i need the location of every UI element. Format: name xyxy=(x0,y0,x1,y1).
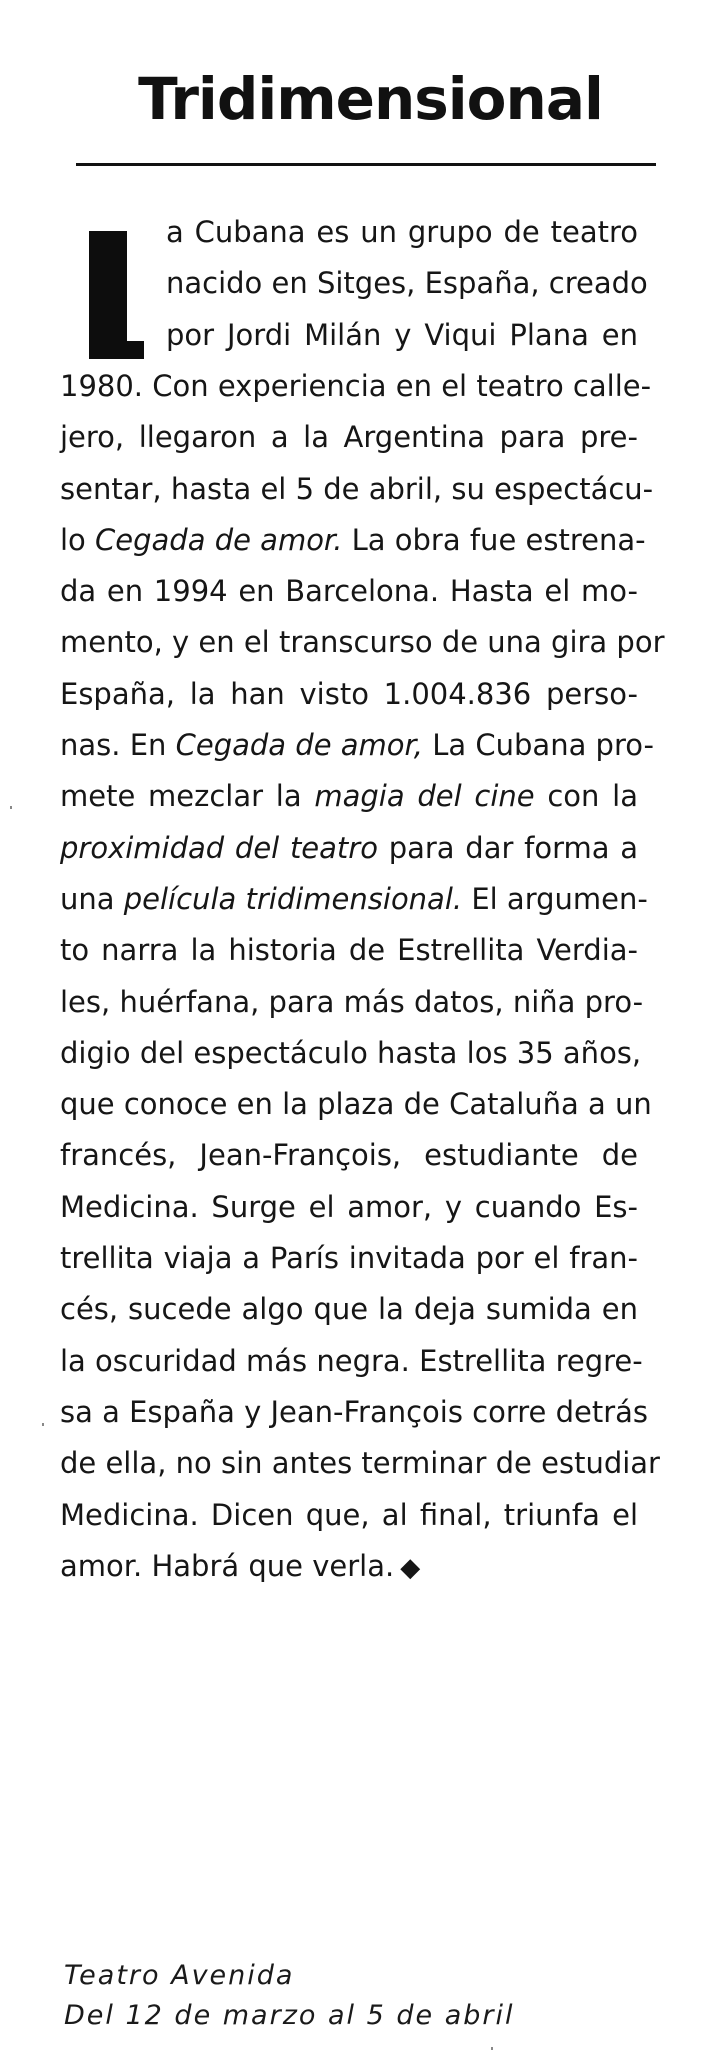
scan-speck xyxy=(10,806,12,809)
line-text: les, huérfana, para más datos, niña pro- xyxy=(60,985,644,1019)
emphasis-text: película tridimensional. xyxy=(123,882,463,916)
line-text: mete mezclar la xyxy=(60,779,315,813)
article-line xyxy=(60,1392,649,1432)
line-text: da en 1994 en Barcelona. Hasta el mo- xyxy=(60,574,638,608)
article-line xyxy=(60,1495,638,1535)
article-line xyxy=(60,982,644,1022)
scan-speck xyxy=(491,2047,493,2050)
line-text: sa a España y Jean-François corre detrás xyxy=(60,1395,649,1429)
line-text: nacido en Sitges, España, creado xyxy=(166,266,648,300)
line-text: una xyxy=(60,882,124,916)
emphasis-text: Cegada de amor. xyxy=(95,523,343,557)
article-line xyxy=(60,879,648,919)
emphasis-text: proximidad del teatro xyxy=(60,831,378,865)
article-line xyxy=(166,315,638,355)
article-line xyxy=(60,571,638,611)
line-text: El argumen- xyxy=(462,882,648,916)
line-text: nas. En xyxy=(60,728,176,762)
line-text: España, la han visto 1.004.836 perso- xyxy=(60,677,638,711)
scan-speck xyxy=(42,1423,44,1426)
line-text: jero, llegaron a la Argentina para pre- xyxy=(60,420,638,454)
line-text: lo xyxy=(60,523,96,557)
article-line xyxy=(60,725,654,765)
title-rule xyxy=(76,163,656,166)
line-text: digio del espectáculo hasta los 35 años, xyxy=(60,1036,642,1070)
line-text: mento, y en el transcurso de una gira por xyxy=(60,625,665,659)
article-line xyxy=(60,1135,638,1175)
drop-cap-stem xyxy=(89,231,127,359)
line-text: La Cubana pro- xyxy=(423,728,654,762)
line-text: Medicina. Dicen que, al final, triunfa el xyxy=(60,1498,638,1532)
line-text: trellita viaja a París invitada por el fran- xyxy=(60,1241,638,1275)
line-text: amor. Habrá que verla. xyxy=(60,1549,395,1583)
emphasis-text: magia del cine xyxy=(314,779,535,813)
article-line xyxy=(60,366,652,406)
drop-cap-letter xyxy=(89,231,144,359)
article-line xyxy=(60,828,638,868)
line-text: Medicina. Surge el amor, y cuando Es- xyxy=(60,1190,638,1224)
line-text: la oscuridad más negra. Estrellita regre- xyxy=(60,1344,643,1378)
line-text: to narra la historia de Estrellita Verdia- xyxy=(60,933,638,967)
drop-cap-foot xyxy=(89,341,144,359)
article-line xyxy=(60,1341,643,1381)
article-line xyxy=(60,1238,638,1278)
emphasis-text: Cegada de amor, xyxy=(175,728,424,762)
line-text: francés, Jean-François, estudiante de xyxy=(60,1138,638,1172)
article-line xyxy=(60,1084,652,1124)
article-line xyxy=(166,263,648,303)
line-text: para dar forma a xyxy=(377,831,638,865)
article-line xyxy=(60,622,665,662)
article-line xyxy=(166,212,638,252)
article-line xyxy=(60,469,654,509)
article-line xyxy=(60,776,638,816)
line-text: a Cubana es un grupo de teatro xyxy=(166,215,638,249)
line-text: que conoce en la plaza de Cataluña a un xyxy=(60,1087,652,1121)
article-line xyxy=(60,1443,660,1483)
line-text: La obra fue estrena- xyxy=(342,523,646,557)
line-text: de ella, no sin antes terminar de estudiar xyxy=(60,1446,660,1480)
article-title: Tridimensional xyxy=(138,65,603,133)
line-text: por Jordi Milán y Viqui Plana en xyxy=(166,318,638,352)
article-line xyxy=(60,520,646,560)
article-line xyxy=(60,1546,420,1586)
end-diamond-icon: ◆ xyxy=(400,1553,421,1583)
article-line xyxy=(60,1033,642,1073)
line-text: sentar, hasta el 5 de abril, su espectácu- xyxy=(60,472,654,506)
article-line xyxy=(60,1289,638,1329)
article-line xyxy=(60,930,638,970)
article-line xyxy=(60,417,638,457)
line-text: cés, sucede algo que la deja sumida en xyxy=(60,1292,638,1326)
article-line xyxy=(60,674,638,714)
line-text: con la xyxy=(534,779,638,813)
venue-name: Teatro Avenida xyxy=(64,1960,295,1991)
line-text: 1980. Con experiencia en el teatro calle- xyxy=(60,369,652,403)
venue-dates: Del 12 de marzo al 5 de abril xyxy=(64,2000,515,2031)
article-line xyxy=(60,1187,638,1227)
